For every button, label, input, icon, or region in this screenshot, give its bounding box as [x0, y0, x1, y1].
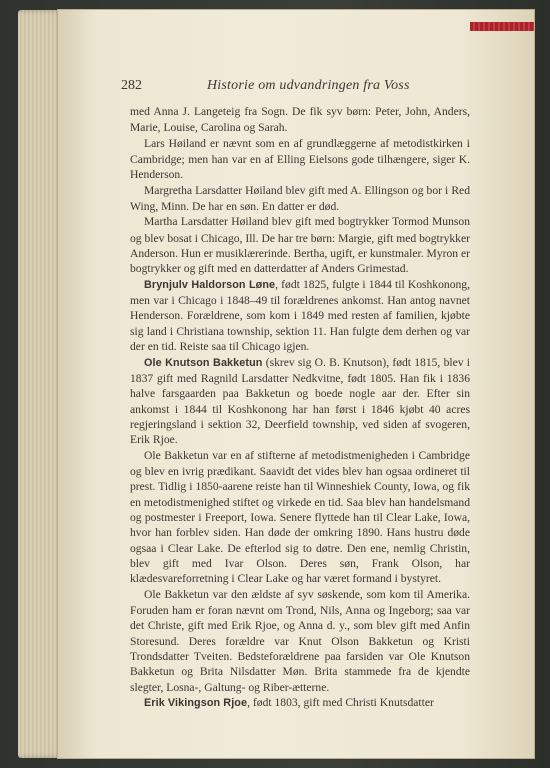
paragraph — [130, 183, 470, 215]
paragraph-text: Martha Larsdatter Høiland blev gift med bogtrykker Tormod Munson og blev bosat i Chicago, Ill. De har tre børn: Margie, gift med bogtrykker Anderson. Hun er musiklærerinde. Bertha, ugift, er kunstmaler. Myron er bogtrykker og gift med en datterdatter af Anders Grimestad. — [130, 215, 471, 276]
paragraph-text: Margretha Larsdatter Høiland blev gift med A. Ellingson og bor i Red Wing, Minn. De har en søn. En datter er død. — [130, 183, 470, 214]
paragraph-text: med Anna J. Langeteig fra Sogn. De fik syv børn: Peter, John, Anders, Marie, Louise, Carolina og Sarah. — [130, 105, 470, 135]
paragraph — [130, 136, 470, 183]
running-title: Historie om udvandringen fra Voss — [207, 78, 410, 93]
paragraph — [130, 355, 470, 448]
person-name: Erik Vikingson Rjoe — [144, 697, 248, 710]
paragraph-text: , født 1825, fulgte i 1844 til Koshkonong, men var i Chicago i 1848–49 til forældrenes ankomst. Han antog navnet Henderson. Forældrene, som kom i 1849 med resten af familien, kjøbte sig land i Christiana township, sektion 11. Han fulgte dem derhen og var der en tid. Reiste saa til Chicago igjen. — [130, 277, 470, 354]
person-name: Ole Knutson Bakketun — [144, 356, 263, 369]
paragraph-text: Ole Bakketun var en af stifterne af metodistmenigheden i Cambridge og blev en ivrig prædikant. Saavidt det vides blev han ogsaa ordineret til prest. Tidlig i 1850-aarene reiste han til Winneshiek County, Iowa, og fik en metodistmenighed stiftet og virkede en tid. Saa blev han handelsmand og postmester i Freeport, Iowa. Senere flyttede han til Clear Lake, Iowa, hvor han forblev siden. Han døde der omkring 1890. Hans hustru døde ogsaa i Clear Lake. De efterlod sig to døtre. Den ene, nemlig Christin, blev gift med Ivar Olson. Deres søn, Frank Olson, har klædesvareforretning i Clear Lake og har været formand i bystyret. — [130, 448, 470, 586]
paragraph — [130, 214, 470, 276]
paragraph-text: , født 1803, gift med Christi Knutsdatter — [247, 696, 434, 710]
page-number: 282 — [121, 78, 142, 93]
page-header — [121, 78, 501, 96]
paragraph — [130, 277, 470, 355]
paragraph-text: Ole Bakketun var den ældste af syv søskende, som kom til Amerika. Foruden ham er foran nævnt om Trond, Nils, Anna og Ingeborg; saa var det Christe, gift med Erik Rjoe, og Anna d. y., som blev gift med Anfin Storesund. Deres forældre var Knut Olson Bakketun og Kristi Trondsdatter Tveiten. Bedsteforældrene paa farsiden var Ole Knutson Bakketun og Brita Nilsdatter Møn. Brita stammede fra de kjendte slegter, Losna-, Galtung- og Riber-ætterne. — [130, 587, 470, 694]
paragraph — [130, 104, 470, 136]
person-name: Brynjulv Haldorson Løne — [144, 278, 276, 291]
body-text — [130, 104, 470, 711]
paragraph — [130, 695, 470, 711]
paragraph-text: Lars Høiland er nævnt som en af grundlæggerne af metodistkirken i Cambridge; men han var en af Elling Eielsons gode tilhængere, siger K. Henderson. — [130, 136, 470, 182]
bookmark-ribbon — [470, 22, 534, 31]
paragraph-text: (skrev sig O. B. Knutson), født 1815, blev i 1837 gift med Ragnild Larsdatter Nedkvitne, født 1805. Han fik i 1836 halve farsgaarden paa Bakketun og boede nogle aar der. Efter sin ankomst i 1844 til Koshkonong har han først i 1846 kjøbt 40 acres regjeringsland i sektion 32, Deerfield township, ved siden af svogeren, Erik Rjoe. — [130, 355, 470, 447]
paragraph — [130, 448, 470, 587]
paragraph — [130, 587, 470, 695]
